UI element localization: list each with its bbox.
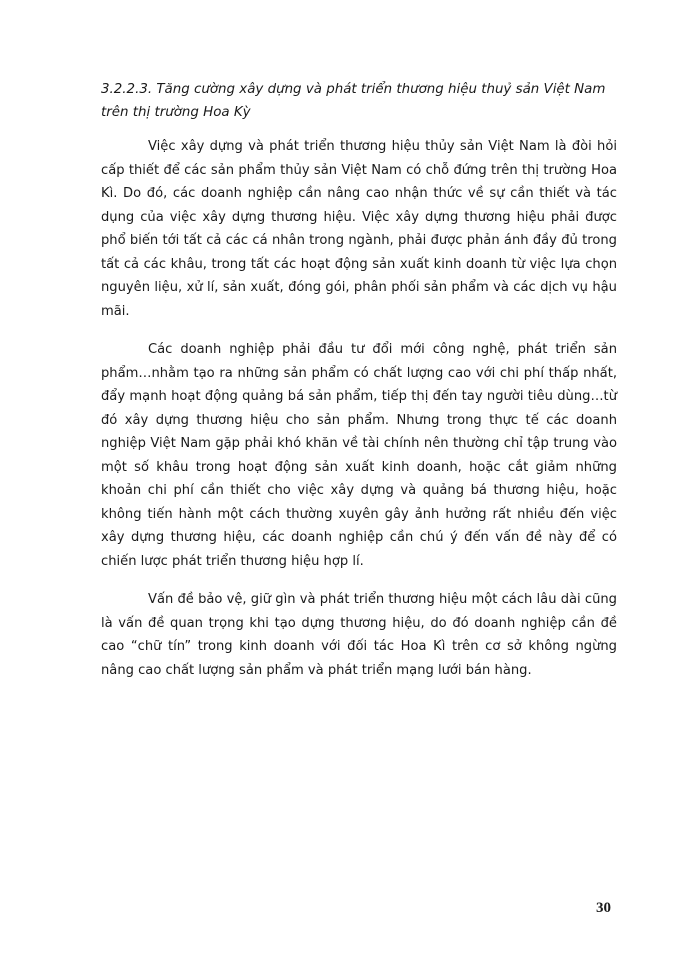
page-number: 30 — [596, 900, 611, 916]
paragraph-1: Việc xây dựng và phát triển thương hiệu thủy sản Việt Nam là đòi hỏi cấp thiết để các sản phẩm thủy sản Việt Nam có chỗ đứng trên thị trường Hoa Kì. Do đó, các doanh nghiệp cần nâng cao nhận thức về sự cần thiết và tác dụng của việc xây dựng thương hiệu. Việc xây dựng thương hiệu phải được phổ biến tới tất cả các cá nhân trong ngành, phải được phản ánh đầy đủ trong tất cả các khâu, trong tất các hoạt động sản xuất kinh doanh từ việc lựa chọn nguyên liệu, xử lí, sản xuất, đóng gói, phân phối sản phẩm và các dịch vụ hậu mãi. — [101, 139, 617, 319]
paragraph-3: Vấn đề bảo vệ, giữ gìn và phát triển thương hiệu một cách lâu dài cũng là vấn đề quan trọng khi tạo dựng thương hiệu, do đó doanh nghiệp cần đề cao “chữ tín” trong kinh doanh với đối tác Hoa Kì trên cơ sở không ngừng nâng cao chất lượng sản phẩm và phát triển mạng lưới bán hàng. — [101, 592, 617, 678]
section-heading: 3.2.2.3. Tăng cường xây dựng và phát triển thương hiệu thuỷ sản Việt Nam trên thị trường Hoa Kỳ — [101, 82, 606, 120]
body-text — [101, 135, 617, 697]
paragraph-2: Các doanh nghiệp phải đầu tư đổi mới công nghệ, phát triển sản phẩm…nhằm tạo ra những sản phẩm có chất lượng cao với chi phí thấp nhất, đẩy mạnh hoạt động quảng bá sản phẩm, tiếp thị đến tay người tiêu dùng…từ đó xây dựng thương hiệu cho sản phẩm. Nhưng trong thực tế các doanh nghiệp Việt Nam gặp phải khó khăn về tài chính nên thường chỉ tập trung vào một số khâu trong hoạt động sản xuất kinh doanh, hoặc cắt giảm những khoản chi phí cần thiết cho việc xây dựng và quảng bá thương hiệu, hoặc không tiến hành một cách thường xuyên gây ảnh hưởng rất nhiều đến việc xây dựng thương hiệu, các doanh nghiệp cần chú ý đến vấn đề này để có chiến lược phát triển thương hiệu hợp lí. — [101, 342, 617, 569]
